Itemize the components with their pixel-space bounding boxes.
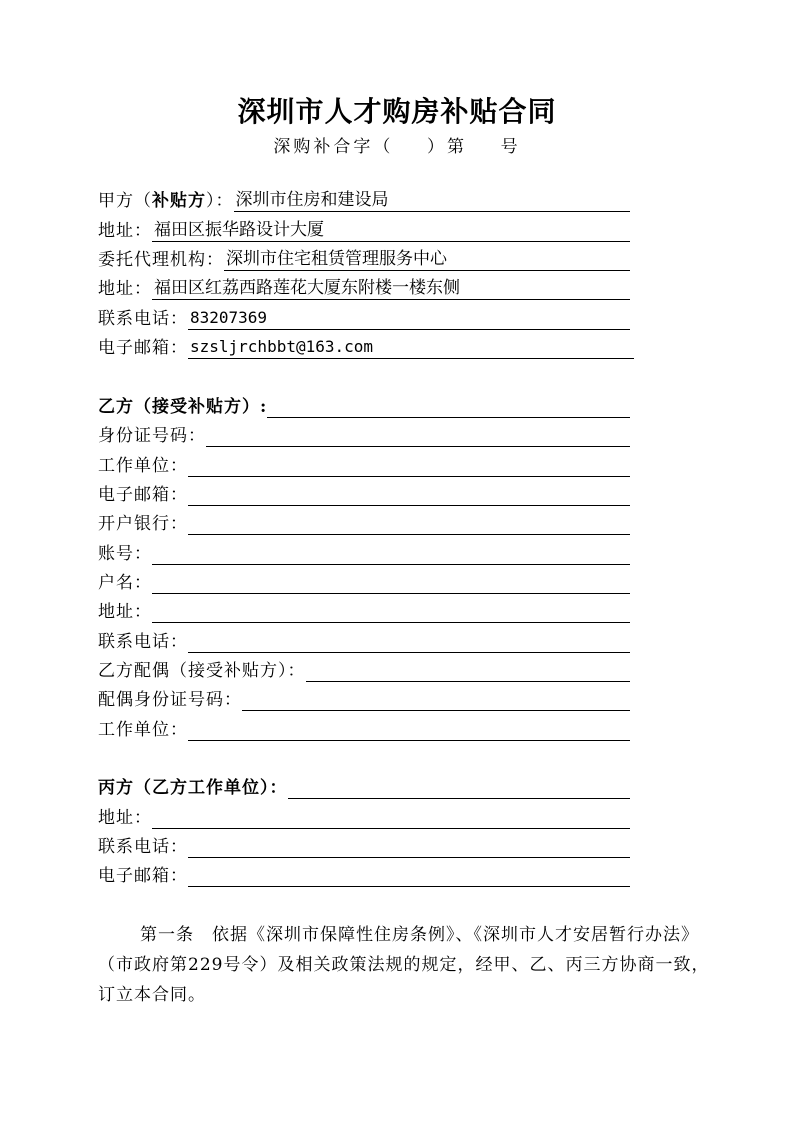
party-a-agent-address-label: 地址： [98, 279, 152, 299]
party-b-row [98, 392, 630, 418]
party-b-id-row [98, 421, 630, 447]
party-b-id-label: 身份证号码： [98, 426, 206, 446]
party-a-label-start: 甲方（ [98, 191, 152, 211]
party-b-bank-blank[interactable] [188, 514, 630, 535]
party-a-address-row [98, 216, 630, 242]
party-b-account-name-blank[interactable] [152, 573, 630, 594]
party-b-phone-label: 联系电话： [98, 632, 188, 652]
party-a-agent-row [98, 245, 630, 271]
party-a-email-label: 电子邮箱： [98, 338, 188, 358]
party-b-phone-row [98, 627, 630, 653]
party-a-address-label: 地址： [98, 221, 152, 241]
party-a-row [98, 186, 630, 212]
clause-one: 第一条 依据《深圳市保障性住房条例》、《深圳市人才安居暂行办法》（市政府第229号令）及相关政策法规的规定，经甲、乙、丙三方协商一致，订立本合同。 [98, 925, 710, 1005]
party-c-address-blank[interactable] [152, 808, 630, 829]
party-b-name-blank[interactable] [267, 397, 630, 418]
party-c-address-row [98, 803, 630, 829]
party-a-agent-address-row [98, 274, 630, 300]
party-a-phone: 83207369 [188, 307, 630, 330]
party-b-email-blank[interactable] [188, 485, 630, 506]
party-b-spouse-employer-row [98, 715, 630, 741]
party-a-label-role: 补贴方 [152, 191, 206, 211]
party-b-account-blank[interactable] [152, 544, 630, 565]
party-c-phone-label: 联系电话： [98, 837, 188, 857]
party-c-label: 丙方（乙方工作单位）： [98, 778, 288, 798]
party-b-account-label: 账号： [98, 544, 152, 564]
party-a-agent: 深圳市住宅租赁管理服务中心 [224, 248, 630, 271]
party-b-spouse-id-label: 配偶身份证号码： [98, 690, 242, 710]
party-b-spouse-employer-blank[interactable] [188, 720, 630, 741]
party-b-email-label: 电子邮箱： [98, 485, 188, 505]
party-a-phone-row [98, 304, 630, 330]
page-title: 深圳市人才购房补贴合同 [237, 95, 557, 128]
party-b-employer-label: 工作单位： [98, 456, 188, 476]
party-a-email-row [98, 333, 634, 359]
party-b-address-label: 地址： [98, 602, 152, 622]
party-b-account-name-label: 户名： [98, 573, 152, 593]
party-b-bank-label: 开户银行： [98, 514, 188, 534]
party-a-email: szsljrchbbt@163.com [188, 336, 634, 359]
party-b-spouse-id-blank[interactable] [242, 690, 630, 711]
party-a-name: 深圳市住房和建设局 [234, 189, 631, 212]
party-b-spouse-id-row [98, 685, 630, 711]
party-b-bank-row [98, 509, 630, 535]
party-b-email-row [98, 480, 630, 506]
party-b-spouse-blank[interactable] [306, 661, 631, 682]
party-c-row [98, 773, 630, 799]
party-a-address: 福田区振华路设计大厦 [152, 219, 630, 242]
party-c-email-blank[interactable] [188, 866, 630, 887]
party-c-name-blank[interactable] [288, 778, 631, 799]
party-b-phone-blank[interactable] [188, 632, 630, 653]
party-a-agent-address: 福田区红荔西路莲花大厦东附楼一楼东侧 [152, 277, 630, 300]
party-c-email-label: 电子邮箱： [98, 866, 188, 886]
party-b-employer-row [98, 451, 630, 477]
party-c-phone-row [98, 832, 630, 858]
party-c-address-label: 地址： [98, 808, 152, 828]
party-b-account-row [98, 539, 630, 565]
party-b-spouse-label: 乙方配偶（接受补贴方）： [98, 661, 306, 681]
party-c-phone-blank[interactable] [188, 837, 630, 858]
party-a-agent-label: 委托代理机构： [98, 250, 224, 270]
party-b-spouse-employer-label: 工作单位： [98, 720, 188, 740]
party-b-employer-blank[interactable] [188, 456, 630, 477]
party-b-address-row [98, 597, 630, 623]
party-c-email-row [98, 861, 630, 887]
party-b-account-name-row [98, 568, 630, 594]
party-b-spouse-row [98, 656, 630, 682]
party-a-phone-label: 联系电话： [98, 309, 188, 329]
party-b-label: 乙方（接受补贴方）: [98, 397, 268, 417]
party-b-id-blank[interactable] [206, 426, 630, 447]
contract-number: 深购补合字（ ）第 号 [273, 137, 521, 157]
party-a-label-end: ）： [206, 191, 234, 211]
party-b-address-blank[interactable] [152, 602, 630, 623]
